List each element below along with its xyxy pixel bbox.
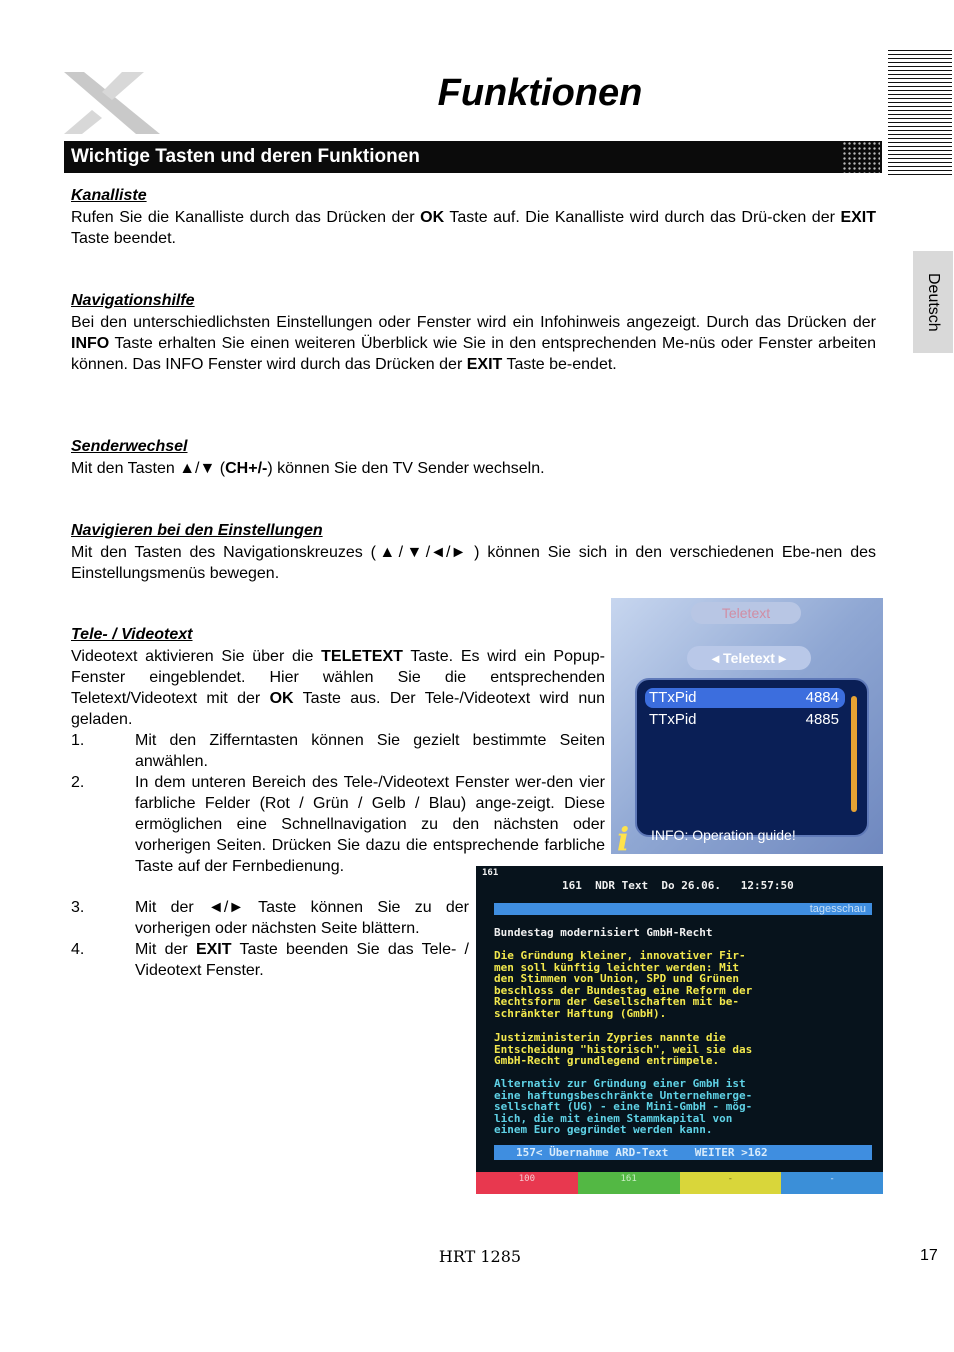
screenshot-teletext-page bbox=[476, 866, 883, 1194]
scrollbar bbox=[851, 696, 857, 812]
list-number: 1. bbox=[71, 732, 85, 749]
heading-videotext: Tele- / Videotext bbox=[71, 626, 193, 643]
brand-logo-x bbox=[62, 70, 162, 136]
page-title: Funktionen bbox=[437, 72, 643, 114]
dialog-selector: ◂ Teletext ▸ bbox=[687, 646, 811, 670]
side-tab-label: Deutsch bbox=[925, 272, 942, 332]
decorative-stripes bbox=[888, 50, 952, 178]
info-hint: INFO: Operation guide! bbox=[651, 827, 796, 843]
section-title: Wichtige Tasten und deren Funktionen bbox=[71, 146, 420, 167]
paragraph-videotext: Videotext aktivieren Sie über die TELETEXT Taste. Es wird ein Popup-Fenster eingeblendet. Hier wählen Sie die entsprechenden Teletext/Videotext mit der OK Taste aus. Der Tele-/Videotext wird nun geladen. bbox=[71, 648, 606, 728]
list-item-text: In dem unteren Bereich des Tele-/Videotext Fenster wer-den vier farbliche Felder (Rot / Grün / Gelb / Blau) ange-zeigt. Diese ermöglichen eine Schnellnavigation zu den nächsten oder vorherigen Seiten. Drücken Sie dazu die entsprechende farbliche Taste auf der Fernbedienung. bbox=[135, 774, 605, 875]
list-item-text: Mit der ◄/► Taste können Sie zu der vorherigen oder nächsten Seite blättern. bbox=[135, 899, 469, 937]
paragraph-navigieren: Mit den Tasten des Navigationskreuzes (▲/▼/◄/► ) können Sie sich in den verschiedenen Ebe-nen des Einstellungsmenüs bewegen. bbox=[71, 544, 876, 582]
section-header-bar bbox=[64, 141, 882, 173]
pid-row: TTxPid 4885 bbox=[649, 711, 839, 728]
tt-paragraph-1: Die Gründung kleiner, innovativer Fir- men soll künftig leichter werden: Mit den Stimmen von Union, SPD und Grünen beschloss der Bundestag eine Reform der Rechtsform der Gesellschaften mit be- schränkter Haftung (GmbH). bbox=[494, 949, 753, 1020]
tt-paragraph-2: Justizministerin Zypries nannte die Entscheidung "historisch", weil sie das GmbH-Recht grundlegend entrümpele. bbox=[494, 1031, 753, 1067]
list-number: 3. bbox=[71, 899, 85, 916]
footer-model: HRT 1285 bbox=[438, 1247, 522, 1266]
tt-headline: Bundestag modernisiert GmbH-Recht bbox=[494, 926, 713, 939]
paragraph-navigationshilfe: Bei den unterschiedlichsten Einstellungen oder Fenster wird ein Infohinweis angezeigt. Durch das Drücken der INFO Taste erhalten Sie einen weiteren Überblick wie Sie in den entsprechenden Me-nüs oder Fenster arbeiten können. Das INFO Fenster wird durch das Drücken der EXIT Taste be-endet. bbox=[71, 314, 876, 373]
tt-navigation-bar bbox=[494, 1145, 872, 1160]
list-item-text: Mit der EXIT Taste beenden Sie das Tele- / Videotext Fenster. bbox=[135, 941, 470, 979]
list-item-text: Mit den Zifferntasten können Sie gezielt bestimmte Seiten anwählen. bbox=[135, 732, 605, 770]
screenshot-teletext-dialog bbox=[611, 598, 883, 858]
tt-paragraph-3: Alternativ zur Gründung einer GmbH ist eine haftungsbeschränkte Unternehmerge- sellschaft (UG) - eine Mini-GmbH - mög- lich, die mit einem Stammkapital von einem Euro gegründet werden kann. bbox=[494, 1077, 753, 1136]
green-button: 161 bbox=[578, 1172, 680, 1194]
heading-navigationshilfe: Navigationshilfe bbox=[71, 292, 195, 309]
red-button: 100 bbox=[476, 1172, 578, 1194]
list-number: 4. bbox=[71, 941, 85, 958]
info-icon: i bbox=[617, 820, 630, 858]
tt-section-label: tagesschau bbox=[809, 903, 866, 915]
heading-kanalliste: Kanalliste bbox=[71, 187, 147, 204]
paragraph-kanalliste: Rufen Sie die Kanalliste durch das Drücken der OK Taste auf. Die Kanalliste wird durch das Drü-cken der EXIT Taste beendet. bbox=[71, 209, 876, 247]
heading-navigieren: Navigieren bei den Einstellungen bbox=[71, 522, 323, 539]
paragraph-senderwechsel: Mit den Tasten ▲/▼ (CH+/-) können Sie den TV Sender wechseln. bbox=[71, 460, 545, 477]
tt-nav-text: 157< Übernahme ARD-Text WEITER >162 bbox=[516, 1146, 768, 1159]
pid-row: TTxPid 4884 bbox=[645, 688, 845, 708]
tt-section-bar bbox=[494, 903, 872, 915]
language-side-tab bbox=[913, 251, 953, 353]
decorative-dot-pattern bbox=[842, 141, 880, 173]
yellow-button: - bbox=[680, 1172, 782, 1194]
page-number: 17 bbox=[920, 1247, 938, 1264]
pid-list bbox=[635, 678, 869, 837]
dialog-title: Teletext bbox=[691, 602, 801, 624]
tt-page-corner: 161 bbox=[482, 868, 499, 878]
tt-header-line: 161 NDR Text Do 26.06. 12:57:50 bbox=[562, 879, 794, 892]
blue-button: - bbox=[781, 1172, 883, 1194]
list-number: 2. bbox=[71, 774, 85, 791]
heading-senderwechsel: Senderwechsel bbox=[71, 438, 188, 455]
tt-color-buttons bbox=[476, 1172, 883, 1194]
